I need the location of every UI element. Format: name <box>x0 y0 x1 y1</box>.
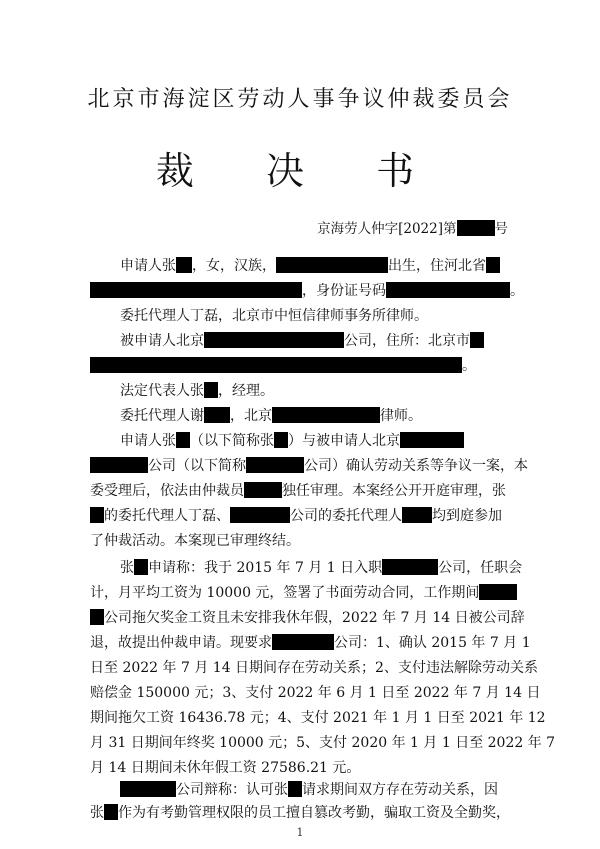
redaction-block <box>386 282 510 298</box>
text-segment: ，经理。 <box>218 383 274 399</box>
redaction-block <box>90 609 104 625</box>
redaction-block <box>230 507 290 523</box>
text-segment: 公司：1、确认 2015 年 7 月 1 <box>334 635 531 651</box>
redaction-block <box>486 257 500 273</box>
text-segment: 公司辩称：认可张 <box>176 782 288 798</box>
text-segment: 月 14 日期间未休年假工资 27586.21 元。 <box>90 760 361 776</box>
text-segment: 独任审理。本案经公开开庭审理，张 <box>282 483 506 499</box>
text-segment: 赔偿金 150000 元；3、支付 2022 年 6 月 1 日至 2022 年 7 月 14 日 <box>90 685 541 701</box>
text-segment: ，女，汉族， <box>192 258 276 274</box>
text-segment: 月 31 日期间年终奖 10000 元；5、支付 2020 年 1 月 1 日至 2022 年 7 <box>90 735 556 751</box>
organization-name: 北京市海淀区劳动人事争议仲裁委员会 <box>87 87 513 112</box>
text-line <box>120 306 428 326</box>
redaction-block <box>470 332 484 348</box>
text-line <box>90 506 502 526</box>
text-line <box>90 733 555 753</box>
text-line <box>90 531 300 551</box>
text-line <box>90 633 531 653</box>
redaction-block <box>176 257 192 273</box>
text-segment: 出生，住河北省 <box>388 258 486 274</box>
text-line <box>90 683 540 703</box>
text-segment: ）与被申请人北京 <box>288 433 400 449</box>
text-segment: 。 <box>462 358 476 374</box>
text-line <box>90 758 360 778</box>
text-line <box>90 583 517 603</box>
page-number: 1 <box>296 826 304 839</box>
text-segment: 委受理后，依法由仲裁员 <box>90 483 244 499</box>
redaction-block <box>104 804 118 820</box>
text-line <box>90 658 538 678</box>
document-number <box>317 217 508 237</box>
redaction-block <box>204 332 344 348</box>
text-line <box>120 780 498 800</box>
text-segment: 日至 2022 年 7 月 14 日期间存在劳动关系；2、支付违法解除劳动关系 <box>90 660 538 676</box>
redaction-block <box>272 634 334 650</box>
text-line <box>90 281 524 301</box>
text-line <box>120 256 500 276</box>
text-segment: 张 <box>120 560 134 576</box>
redaction-block <box>382 559 438 575</box>
redaction-block <box>272 407 380 423</box>
doc-number-suffix: 号 <box>494 221 508 237</box>
text-line <box>90 481 506 501</box>
text-line <box>120 558 522 578</box>
text-segment: 律师。 <box>380 408 422 424</box>
text-segment: 计，月平均工资为 10000 元，签署了书面劳动合同，工作期间 <box>90 585 480 601</box>
text-segment: 的委托代理人丁磊、 <box>104 508 230 524</box>
redaction-block <box>244 482 282 498</box>
text-segment: 申请称：我于 2015 年 7 月 1 日入职 <box>148 560 383 576</box>
text-segment: 委托代理人丁磊，北京市中恒信律师事务所律师。 <box>120 308 428 324</box>
redaction-block <box>246 457 304 473</box>
text-segment: 申请人张 <box>120 433 176 449</box>
redaction-block <box>457 220 495 236</box>
text-segment: 被申请人北京 <box>120 333 204 349</box>
document-title: 裁 决 书 <box>155 149 445 193</box>
text-segment: （以下简称张 <box>190 433 274 449</box>
redaction-block <box>90 457 148 473</box>
text-segment: 公司（以下简称 <box>148 458 246 474</box>
redaction-block <box>134 559 148 575</box>
text-segment: ，身份证号码 <box>302 283 386 299</box>
redaction-block <box>479 584 517 600</box>
redaction-block <box>402 507 432 523</box>
redaction-block <box>204 382 218 398</box>
text-line <box>90 803 510 823</box>
text-segment: 公司，任职会 <box>438 560 523 576</box>
text-segment: 了仲裁活动。本案现已审理终结。 <box>90 533 300 549</box>
text-segment: 张 <box>90 805 104 821</box>
text-line <box>120 431 464 451</box>
redaction-block <box>276 257 388 273</box>
redaction-block <box>90 357 462 373</box>
text-line <box>120 331 484 351</box>
text-segment: 。 <box>510 283 524 299</box>
text-segment: 申请人张 <box>120 258 176 274</box>
redaction-block <box>90 507 104 523</box>
redaction-block <box>176 432 190 448</box>
text-segment: 公司，住所：北京市 <box>344 333 470 349</box>
text-segment: 委托代理人谢 <box>120 408 204 424</box>
text-segment: 公司拖欠奖金工资且未安排我休年假，2022 年 7 月 14 日被公司辞 <box>104 610 525 626</box>
text-segment: 退，故提出仲裁申请。现要求 <box>90 635 272 651</box>
text-segment: 作为有考勤管理权限的员工擅自篡改考勤，骗取工资及全勤奖， <box>118 805 510 821</box>
text-segment: 均到庭参加 <box>432 508 502 524</box>
text-segment: ，北京 <box>230 408 272 424</box>
redaction-block <box>90 282 302 298</box>
text-segment: 期间拖欠工资 16436.78 元；4、支付 2021 年 1 月 1 日至 2021 年 12 <box>90 710 546 726</box>
redaction-block <box>400 432 464 448</box>
text-segment: 公司的委托代理人 <box>290 508 402 524</box>
text-line <box>120 406 422 426</box>
redaction-block <box>204 407 230 423</box>
redaction-block <box>120 781 176 797</box>
text-segment: 公司）确认劳动关系等争议一案，本 <box>304 458 528 474</box>
text-line <box>90 608 525 628</box>
redaction-block <box>288 781 302 797</box>
doc-number-prefix: 京海劳人仲字[2022]第 <box>317 221 457 237</box>
text-line <box>90 708 546 728</box>
redaction-block <box>274 432 288 448</box>
text-line <box>90 456 528 476</box>
text-line <box>120 381 274 401</box>
text-segment: 请求期间双方存在劳动关系，因 <box>302 782 498 798</box>
text-line <box>90 356 476 376</box>
text-segment: 法定代表人张 <box>120 383 204 399</box>
